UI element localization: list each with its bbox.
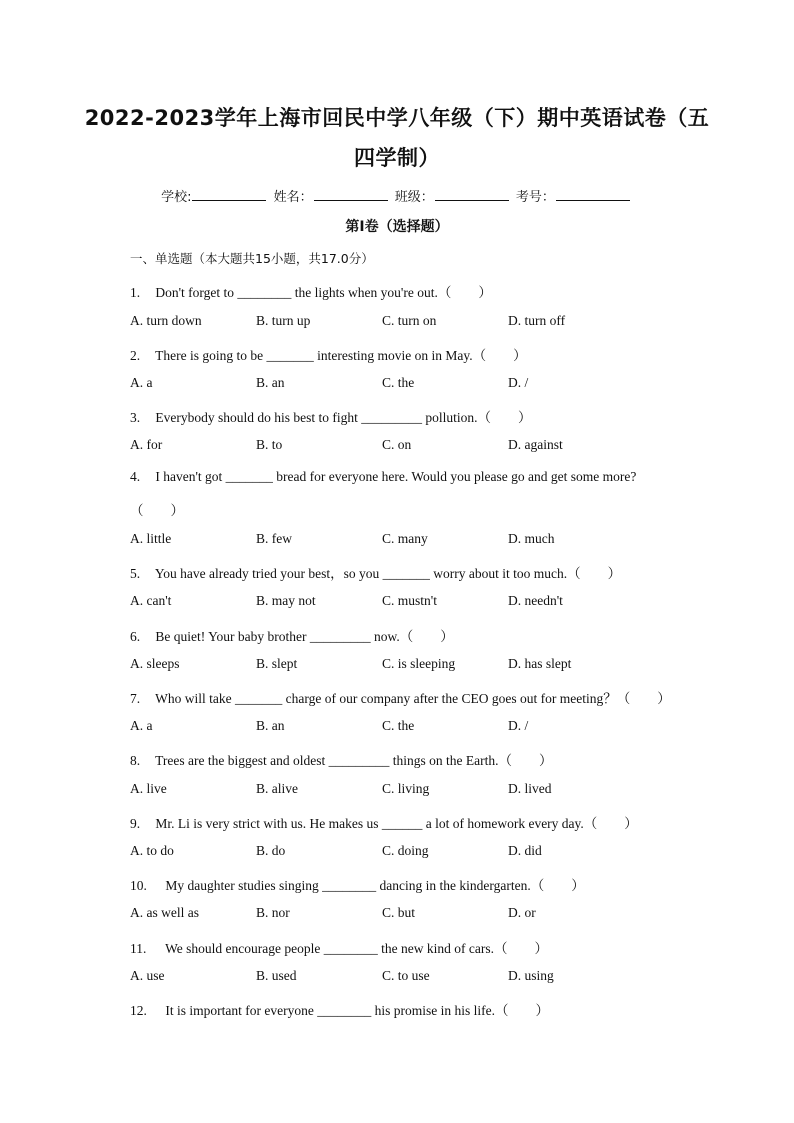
question-text: Mr. Li is very strict with us. He makes us ______ a lot of homework every day.（ ）: [155, 816, 638, 831]
option-a[interactable]: A. live: [130, 781, 167, 796]
question-number: 4.: [130, 469, 141, 484]
question-3: [130, 406, 532, 426]
question-5: [130, 562, 621, 582]
option-d[interactable]: D. did: [508, 843, 542, 858]
option-b[interactable]: B. do: [256, 843, 286, 858]
option-d[interactable]: D. much: [508, 531, 555, 546]
class-label: 班级：: [394, 190, 434, 205]
number-blank[interactable]: [556, 188, 630, 201]
question-text: There is going to be _______ interesting movie on in May.（ ）: [155, 348, 527, 363]
option-d[interactable]: D. /: [508, 375, 529, 390]
question-2: [130, 344, 527, 364]
option-b[interactable]: B. turn up: [256, 313, 311, 328]
question-1: [130, 281, 492, 301]
question-text: Don't forget to ________ the lights when you're out.（ ）: [155, 285, 492, 300]
option-c[interactable]: C. the: [382, 718, 415, 733]
question-text: Trees are the biggest and oldest _________ things on the Earth.（ ）: [155, 753, 553, 768]
option-a[interactable]: A. a: [130, 718, 153, 733]
option-b[interactable]: B. slept: [256, 656, 298, 671]
question-text: Who will take _______ charge of our company after the CEO goes out for meeting？（ ）: [155, 691, 671, 706]
option-d[interactable]: D. has slept: [508, 656, 572, 671]
question-text-continued: （ ）: [130, 503, 184, 518]
option-d[interactable]: D. needn't: [508, 593, 563, 608]
question-number: 11.: [130, 941, 147, 956]
option-a[interactable]: A. sleeps: [130, 656, 180, 671]
question-text: My daughter studies singing ________ dancing in the kindergarten.（ ）: [165, 878, 585, 893]
option-a[interactable]: A. a: [130, 375, 153, 390]
option-d[interactable]: D. against: [508, 437, 563, 452]
option-b[interactable]: B. few: [256, 531, 292, 546]
question-number: 8.: [130, 753, 141, 768]
exam-title-line-2: 四学制）: [354, 146, 440, 170]
option-c[interactable]: C. mustn't: [382, 593, 437, 608]
option-a[interactable]: A. little: [130, 531, 172, 546]
name-label: 姓名：: [273, 190, 313, 205]
question-9: [130, 812, 638, 832]
question-text: I haven't got _______ bread for everyone here. Would you please go and get some more?: [155, 469, 637, 484]
question-number: 7.: [130, 691, 141, 706]
question-12: [130, 999, 549, 1019]
question-4: [130, 469, 636, 519]
option-d[interactable]: D. turn off: [508, 313, 566, 328]
section-heading-text: 一、单选题（本大题共15小题，共17.0分）: [130, 251, 374, 266]
option-c[interactable]: C. turn on: [382, 313, 437, 328]
question-number: 5.: [130, 566, 141, 581]
question-8: [130, 749, 552, 769]
option-b[interactable]: B. an: [256, 375, 285, 390]
option-c[interactable]: C. many: [382, 531, 428, 546]
part-heading: [0, 216, 794, 236]
question-number: 1.: [130, 285, 141, 300]
question-number: 9.: [130, 816, 141, 831]
option-a[interactable]: A. use: [130, 968, 165, 983]
option-c[interactable]: C. living: [382, 781, 430, 796]
option-b[interactable]: B. may not: [256, 593, 316, 608]
question-number: 3.: [130, 410, 141, 425]
question-number: 2.: [130, 348, 141, 363]
question-text: You have already tried your best，so you _______ worry about it too much.（ ）: [154, 566, 622, 581]
question-10: [130, 874, 585, 894]
option-d[interactable]: D. or: [508, 905, 536, 920]
option-b[interactable]: B. to: [256, 437, 283, 452]
option-c[interactable]: C. doing: [382, 843, 429, 858]
student-info-row: [0, 186, 794, 205]
exam-title: [60, 98, 734, 178]
option-b[interactable]: B. used: [256, 968, 297, 983]
option-b[interactable]: B. nor: [256, 905, 290, 920]
question-11: [130, 937, 548, 957]
question-6: [130, 625, 454, 645]
option-c[interactable]: C. is sleeping: [382, 656, 456, 671]
question-7: [130, 687, 671, 707]
school-blank[interactable]: [192, 188, 266, 201]
option-a[interactable]: A. can't: [130, 593, 172, 608]
option-c[interactable]: C. the: [382, 375, 415, 390]
name-blank[interactable]: [314, 188, 388, 201]
option-a[interactable]: A. to do: [130, 843, 174, 858]
option-a[interactable]: A. for: [130, 437, 163, 452]
option-d[interactable]: D. using: [508, 968, 554, 983]
option-d[interactable]: D. lived: [508, 781, 552, 796]
school-label: 学校:: [161, 190, 192, 205]
option-a[interactable]: A. turn down: [130, 313, 202, 328]
question-number: 6.: [130, 629, 141, 644]
question-text: Everybody should do his best to fight _________ pollution.（ ）: [155, 410, 532, 425]
exam-title-line-1: 2022-2023学年上海市回民中学八年级（下）期中英语试卷（五: [84, 106, 710, 130]
option-c[interactable]: C. but: [382, 905, 416, 920]
question-text: Be quiet! Your baby brother _________ now.（ ）: [155, 629, 454, 644]
option-a[interactable]: A. as well as: [130, 905, 199, 920]
question-text: We should encourage people ________ the new kind of cars.（ ）: [165, 941, 548, 956]
number-label: 考号：: [515, 190, 555, 205]
option-c[interactable]: C. on: [382, 437, 412, 452]
question-number: 10.: [130, 878, 147, 893]
part-label: 第I卷（选择题）: [345, 219, 449, 235]
option-c[interactable]: C. to use: [382, 968, 430, 983]
class-blank[interactable]: [435, 188, 509, 201]
question-text: It is important for everyone ________ his promise in his life.（ ）: [165, 1003, 549, 1018]
question-number: 12.: [130, 1003, 147, 1018]
option-d[interactable]: D. /: [508, 718, 529, 733]
section-heading: [130, 249, 374, 267]
option-b[interactable]: B. alive: [256, 781, 298, 796]
option-b[interactable]: B. an: [256, 718, 285, 733]
